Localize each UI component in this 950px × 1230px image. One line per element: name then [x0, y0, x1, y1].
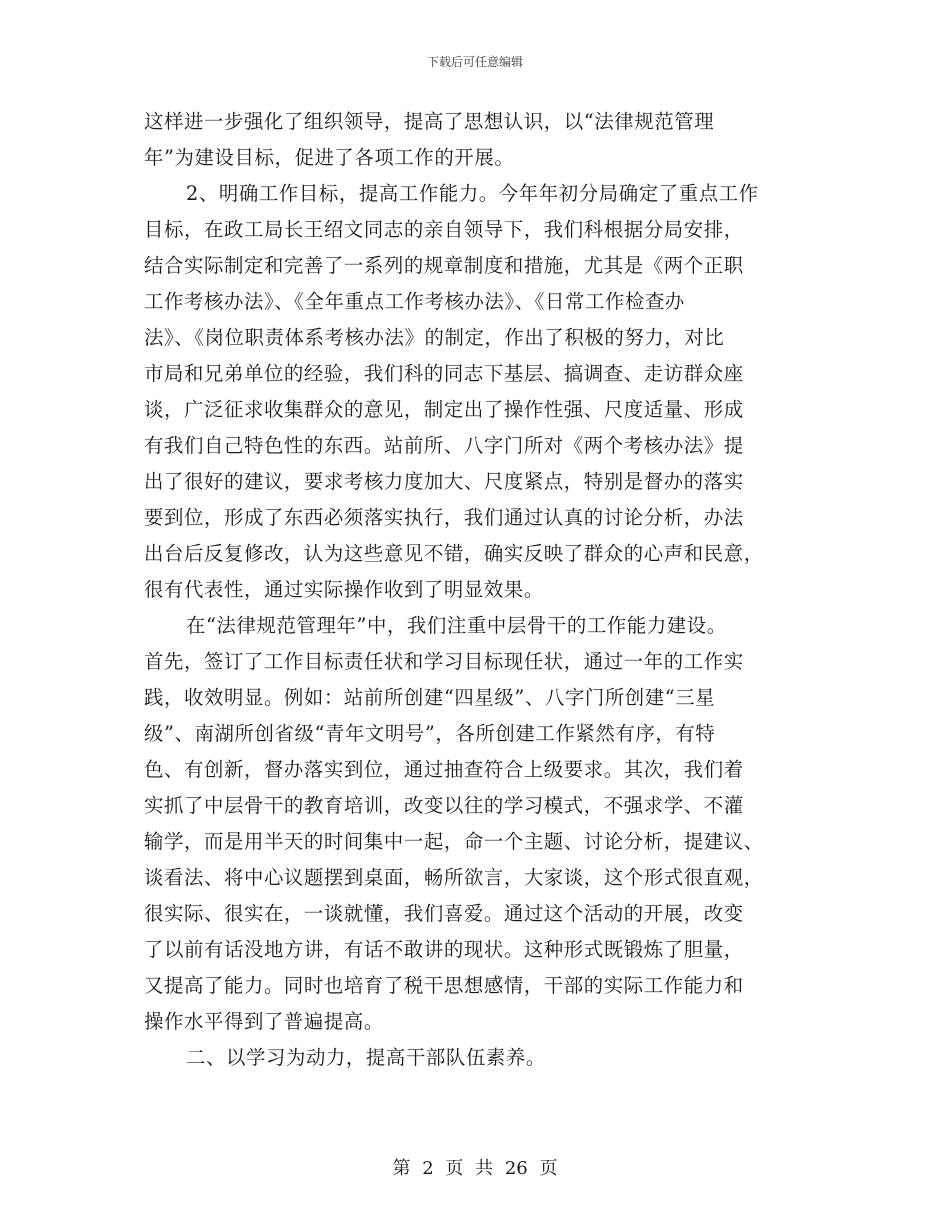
text-line: 色、有创新，督办落实到位，通过抽查符合上级要求。其次，我们着	[144, 758, 744, 781]
text-line: 谈看法、将中心议题摆到桌面，畅所欲言，大家谈，这个形式很直观，	[144, 866, 764, 889]
text-line: 又提高了能力。同时也培育了税干思想感情，干部的实际工作能力和	[144, 974, 744, 997]
paragraph-start-line: 2、明确工作目标，提高工作能力。今年年初分局确定了重点工作	[186, 182, 759, 205]
text-line: 很实际、很实在，一谈就懂，我们喜爱。通过这个活动的开展，改变	[144, 902, 744, 925]
text-line: 出了很好的建议，要求考核力度加大、尺度紧点，特别是督办的落实	[144, 470, 744, 493]
text-line: 实抓了中层骨干的教育培训，改变以往的学习模式，不强求学、不灌	[144, 794, 744, 817]
text-line: 了以前有话没地方讲，有话不敢讲的现状。这种形式既锻炼了胆量，	[144, 938, 744, 961]
section-heading-line: 二、以学习为动力，提高干部队伍素养。	[186, 1046, 546, 1069]
text-line: 工作考核办法》、《全年重点工作考核办法》、《日常工作检查办	[144, 290, 685, 313]
text-line: 输学，而是用半天的时间集中一起，命一个主题、讨论分析，提建议、	[144, 830, 764, 853]
text-line: 有我们自己特色性的东西。站前所、八字门所对《两个考核办法》提	[144, 434, 744, 457]
text-line: 目标，在政工局长王绍文同志的亲自领导下，我们科根据分局安排，	[144, 218, 744, 241]
paragraph-start-line: 在“法律规范管理年”中，我们注重中层骨干的工作能力建设。	[186, 614, 727, 637]
text-line: 年”为建设目标，促进了各项工作的开展。	[144, 146, 515, 169]
text-line: 市局和兄弟单位的经验，我们科的同志下基层、搞调查、走访群众座	[144, 362, 744, 385]
text-line: 这样进一步强化了组织领导，提高了思想认识，以“法律规范管理	[144, 110, 715, 133]
text-line: 践，收效明显。例如：站前所创建“四星级”、八字门所创建“三星	[144, 686, 716, 709]
page-header: 下载后可任意编辑	[426, 55, 523, 69]
text-line: 结合实际制定和完善了一系列的规章制度和措施，尤其是《两个正职	[144, 254, 744, 277]
text-line: 谈，广泛征求收集群众的意见，制定出了操作性强、尺度适量、形成	[144, 398, 744, 421]
document-body	[144, 104, 806, 1076]
text-line: 首先，签订了工作目标责任状和学习目标现任状，通过一年的工作实	[144, 650, 744, 673]
text-line: 要到位，形成了东西必须落实执行，我们通过认真的讨论分析，办法	[144, 506, 744, 529]
text-line: 很有代表性，通过实际操作收到了明显效果。	[144, 578, 544, 601]
text-line: 操作水平得到了普遍提高。	[144, 1010, 384, 1033]
page-footer: 第 2 页 共 26 页	[392, 1158, 558, 1179]
text-line: 法》、《岗位职责体系考核办法》的制定，作出了积极的努力，对比	[144, 326, 725, 349]
text-line: 级”、南湖所创省级“青年文明号”，各所创建工作紧然有序，有特	[144, 722, 716, 745]
text-line: 出台后反复修改，认为这些意见不错，确实反映了群众的心声和民意，	[144, 542, 764, 565]
